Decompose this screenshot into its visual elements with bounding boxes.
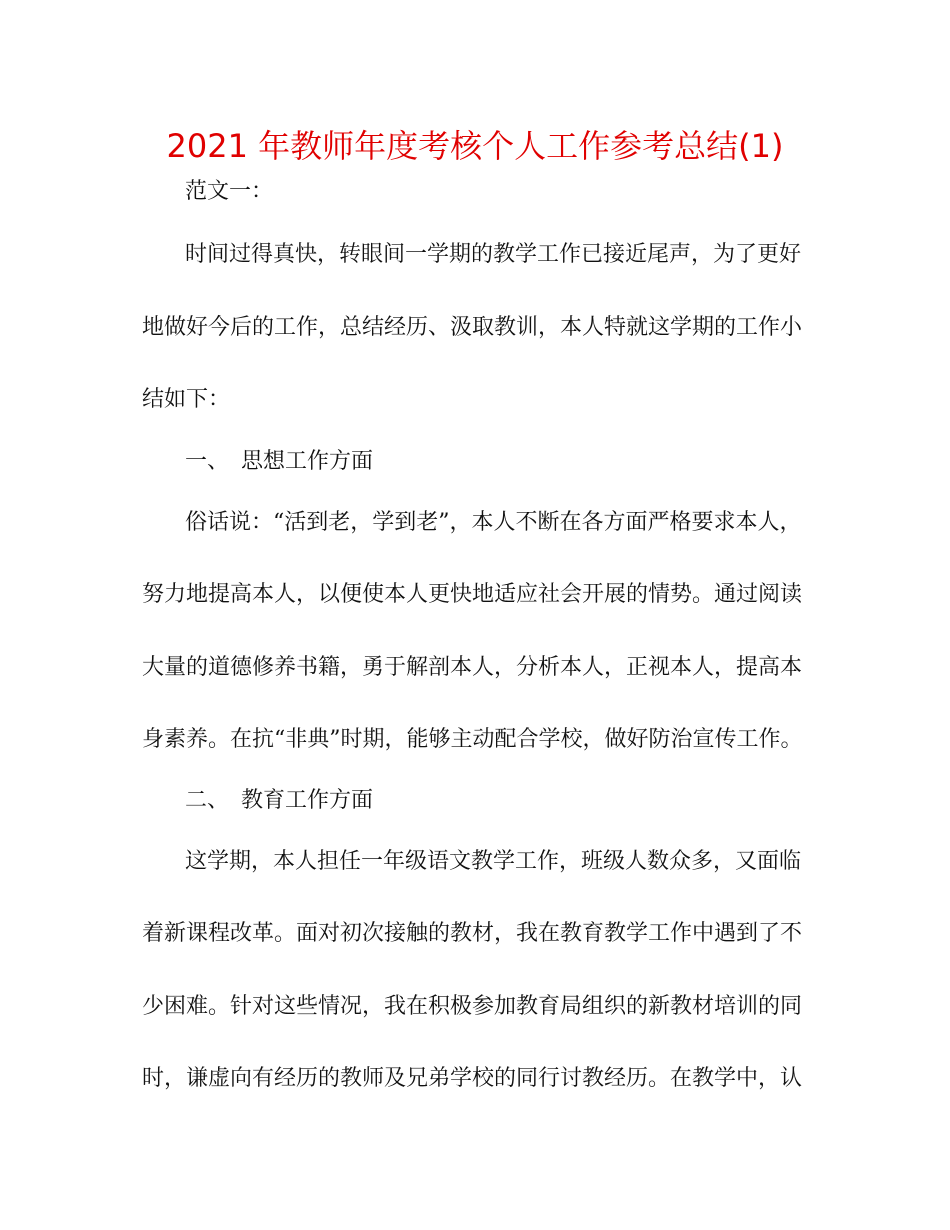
paragraph-line: 地做好今后的工作，总结经历、汲取教训，本人特就这学期的工作小 [142,315,803,340]
paragraph-line: 这学期，本人担任一年级语文教学工作，班级人数众多，又面临 [185,849,802,874]
section-number: 一、 [185,449,230,474]
paragraph-line: 结如下： [142,387,231,412]
paragraph-line: 俗话说：“活到老，学到老”，本人不断在各方面严格要求本人， [185,510,802,535]
paragraph-line: 少困难。针对这些情况，我在积极参加教育局组织的新教材培训的同 [142,994,803,1019]
section-heading [185,445,373,479]
paragraph-line: 范文一： [185,179,274,204]
paragraph-line: 着新课程改革。面对初次接触的教材，我在教育教学工作中遇到了不 [142,921,803,946]
paragraph-line: 时间过得真快，转眼间一学期的教学工作已接近尾声，为了更好 [185,242,802,267]
section-number: 二、 [185,788,230,813]
paragraph-line: 努力地提高本人，以便使本人更快地适应社会开展的情势。通过阅读 [142,582,803,607]
paragraph-line: 大量的道德修养书籍，勇于解剖本人，分析本人，正视本人，提高本 [142,655,803,680]
section-title: 教育工作方面 [241,788,374,813]
section-heading [185,784,373,818]
document-title: 2021 年教师年度考核个人工作参考总结(1) [166,127,784,165]
section-title: 思想工作方面 [241,449,374,474]
paragraph-line: 时，谦虚向有经历的教师及兄弟学校的同行讨教经历。在教学中，认 [142,1066,803,1091]
paragraph-line: 身素养。在抗“非典”时期，能够主动配合学校，做好防治宣传工作。 [142,727,803,752]
